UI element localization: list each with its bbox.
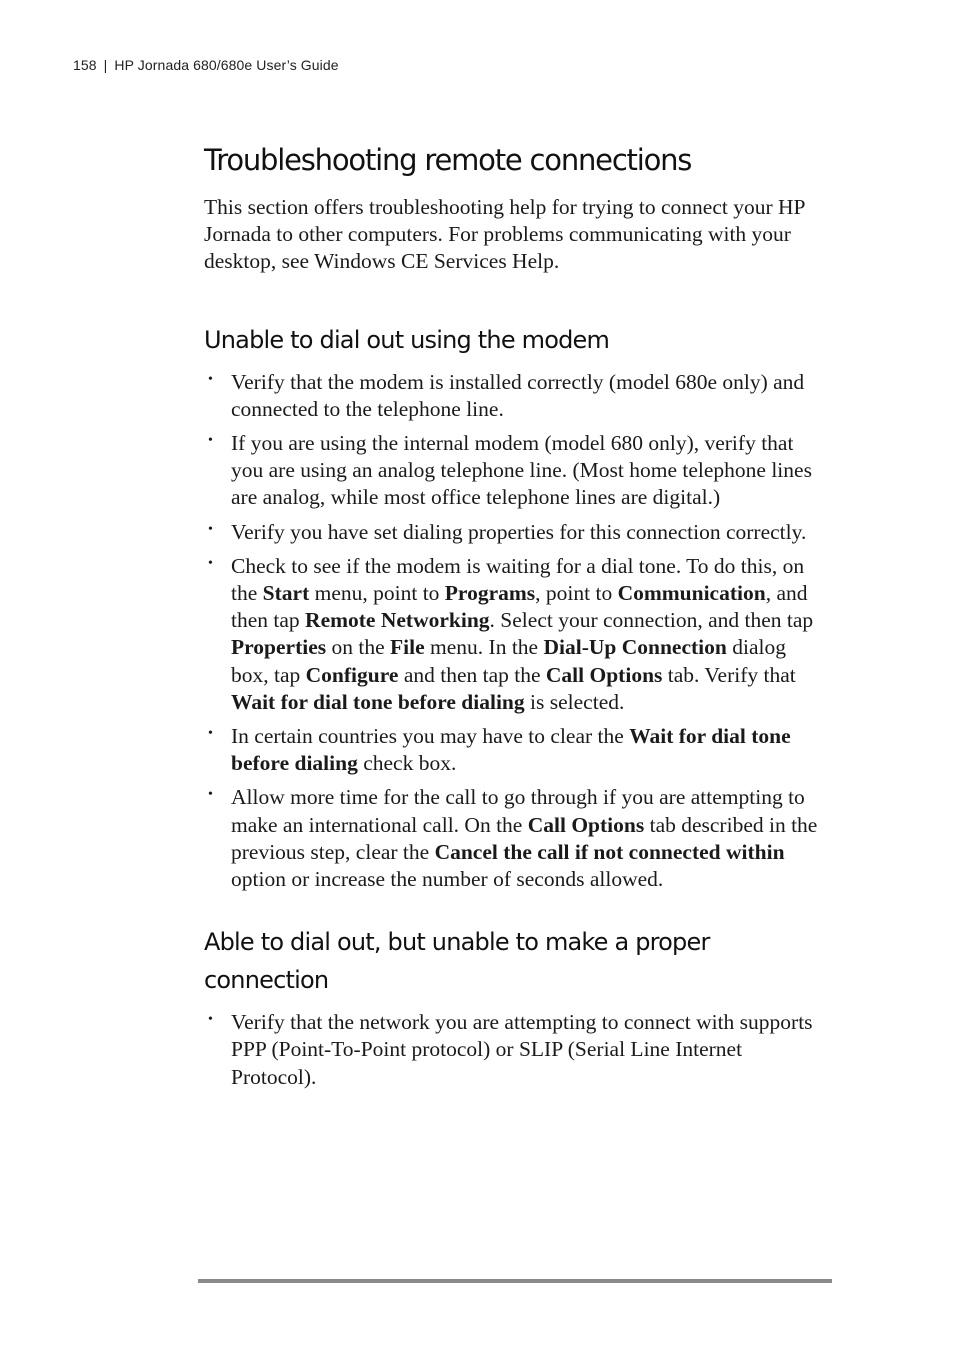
list-item-text: Verify you have set dialing properties for this connection correctly. [231, 519, 807, 544]
text-run: and then tap the [398, 662, 546, 687]
ui-term-start: Start [262, 581, 310, 606]
list-item [204, 553, 824, 716]
text-run: Allow more time for the call to go through if you are attempting to make an international call. On the [231, 785, 805, 837]
bullet-icon: • [208, 371, 213, 387]
text-run: tab. Verify that [662, 662, 796, 687]
list-item [204, 519, 824, 546]
bullet-icon: • [208, 521, 213, 537]
header-separator: | [103, 57, 108, 73]
ui-term-call-options: Call Options [545, 662, 663, 687]
guide-title: HP Jornada 680/680e User’s Guide [114, 57, 339, 73]
ui-term-file: File [390, 635, 425, 660]
text-run: is selected. [524, 689, 625, 714]
ui-term-call-options: Call Options [527, 812, 645, 837]
bullet-icon: • [208, 1012, 213, 1028]
bullet-icon: • [208, 726, 213, 742]
text-run: In certain countries you may have to clear the [231, 724, 630, 749]
ui-term-wait-for-dial-tone: Wait for dial tone before dialing [231, 689, 525, 714]
list-item-text: Verify that the modem is installed correctly (model 680e only) and connected to the telephone line. [231, 369, 805, 421]
list-item-text: Verify that the network you are attempting to connect with supports PPP (Point-To-Point protocol) or SLIP (Serial Line Internet Protocol). [231, 1010, 813, 1089]
page-content [204, 140, 824, 1098]
list-item [204, 1009, 824, 1091]
bullet-list-dial-out [204, 369, 824, 894]
section-heading-dial-out: Unable to dial out using the modem [204, 325, 610, 354]
list-item-text: If you are using the internal modem (model 680 only), verify that you are using an analog telephone line. (Most home telephone lines are analog, while most office telephone lines are digital.) [231, 431, 812, 510]
text-run: tab described in the previous step, clear the [231, 812, 818, 864]
page-number: 158 [73, 57, 97, 73]
text-run: check box. [357, 751, 457, 776]
text-run: . Select your connection, and then tap [489, 608, 814, 633]
list-item [204, 723, 824, 777]
text-run: Check to see if the modem is waiting for a dial tone. To do this, on the [231, 553, 805, 606]
list-item [204, 369, 824, 423]
text-run: option or increase the number of seconds allowed. [231, 867, 664, 892]
text-run: , and then tap [231, 581, 808, 633]
intro-paragraph: This section offers troubleshooting help for trying to connect your HP Jornada to other computers. For problems communicating with your desktop, see Windows CE Services Help. [204, 195, 805, 274]
ui-term-properties: Properties [231, 635, 327, 660]
ui-term-configure: Configure [305, 662, 399, 687]
text-run: on the [326, 635, 391, 660]
list-item [204, 430, 824, 512]
ui-term-cancel-call: Cancel the call if not connected within [434, 839, 785, 864]
ui-term-wait-for-dial-tone: Wait for dial tone before dialing [231, 724, 791, 776]
footer-rule [198, 1279, 832, 1283]
text-run: menu, point to [309, 581, 445, 606]
bullet-icon: • [208, 433, 213, 449]
ui-term-remote-networking: Remote Networking [305, 608, 490, 633]
text-run: menu. In the [424, 635, 544, 660]
bullet-icon: • [208, 555, 213, 571]
page-title: Troubleshooting remote connections [204, 143, 692, 177]
text-run: dialog box, tap [231, 635, 786, 687]
running-header [73, 57, 339, 73]
text-run: , point to [535, 581, 618, 606]
ui-term-communication: Communication [617, 581, 766, 606]
list-item [204, 784, 824, 893]
ui-term-dial-up-connection: Dial-Up Connection [543, 635, 727, 660]
bullet-icon: • [208, 787, 213, 803]
ui-term-programs: Programs [444, 581, 536, 606]
bullet-list-connection [204, 1009, 824, 1091]
section-heading-connection: Able to dial out, but unable to make a proper connection [204, 928, 710, 995]
